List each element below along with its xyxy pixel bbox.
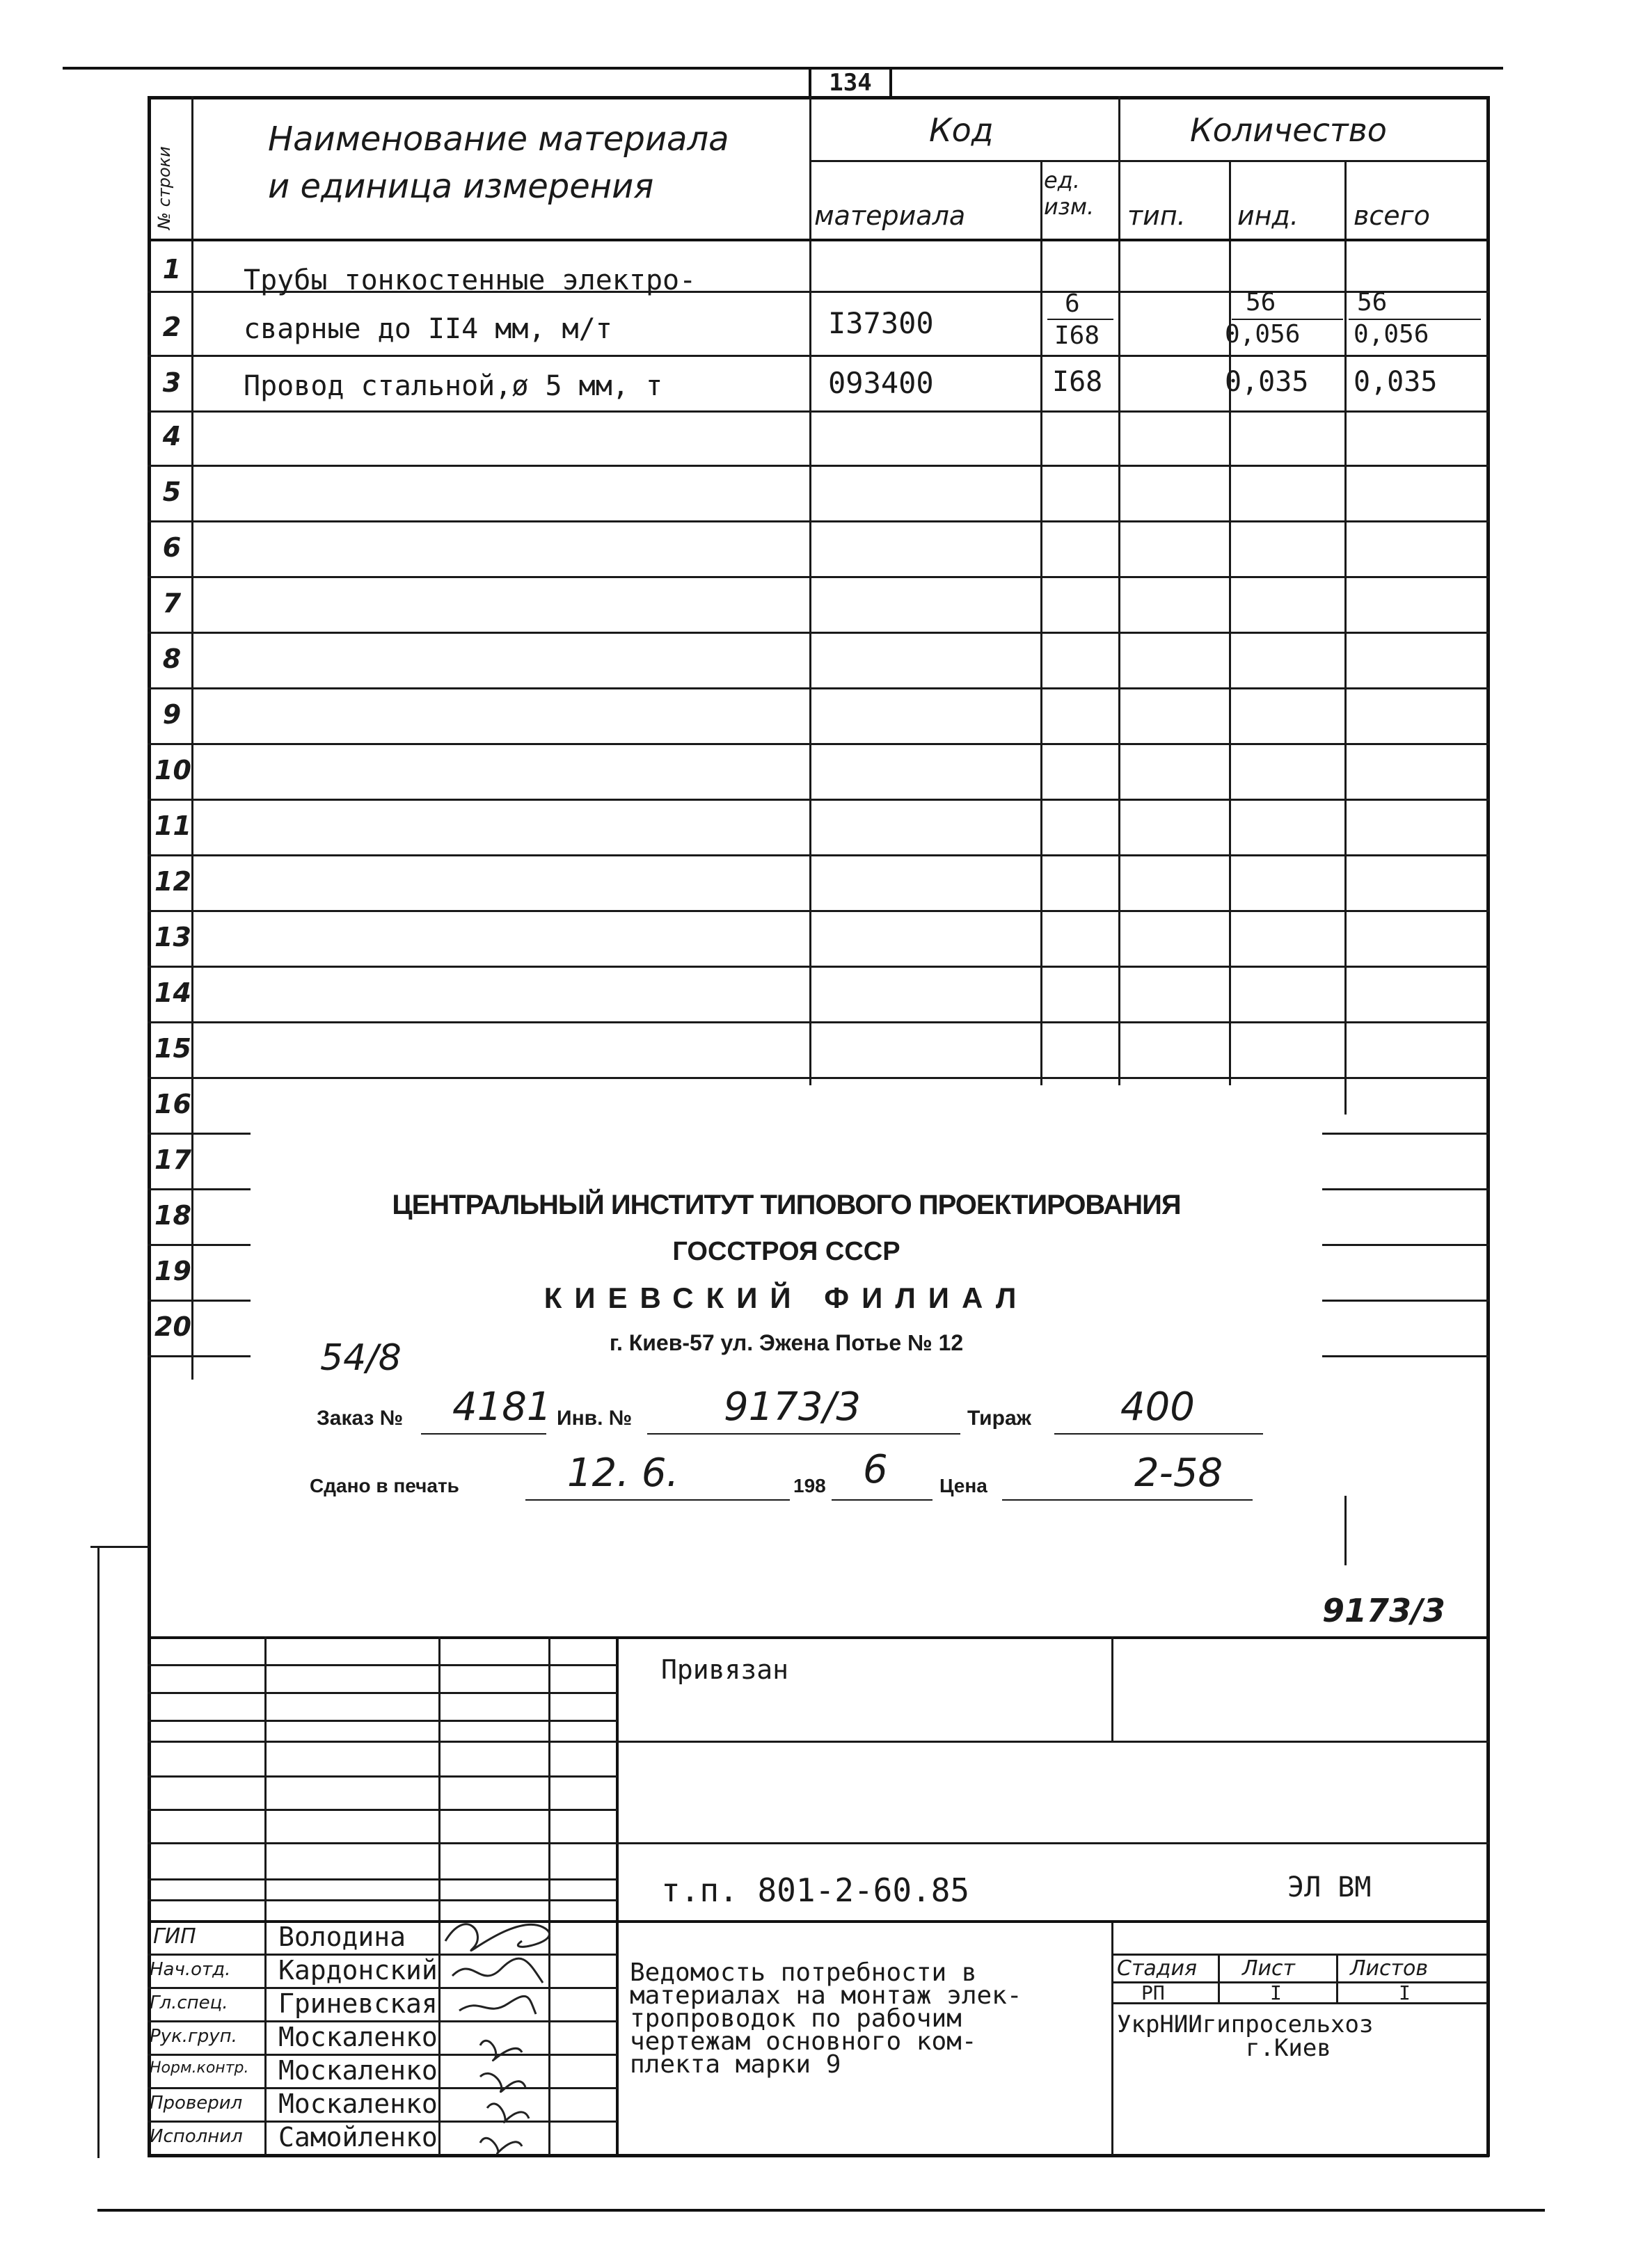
description-line: плекта марки 9 (630, 2050, 841, 2079)
sheets-label: Листов (1350, 1956, 1429, 1981)
order-value: 4181 (452, 1384, 552, 1430)
tb-left-row3 (148, 1720, 617, 1722)
inv-label: Инв. № (557, 1407, 633, 1430)
row-line-6 (148, 576, 1489, 578)
tb-stage-col2 (1336, 1954, 1338, 2002)
doc-code: т.п. 801-2-60.85 (661, 1871, 970, 1909)
header-mid-line (809, 160, 1488, 162)
tb-left-row6 (148, 1809, 617, 1811)
row-number: 16 (154, 1089, 191, 1119)
staff-role: ГИП (153, 1924, 196, 1949)
binding-margin-tick (90, 1546, 150, 1548)
row-number: 14 (154, 977, 191, 1008)
row-line-17 (148, 1188, 262, 1190)
tb-left-row8 (148, 1878, 617, 1880)
staff-role: Нач.отд. (150, 1959, 231, 1980)
row-line-17r (1315, 1188, 1489, 1190)
staff-role: Рук.груп. (150, 2026, 237, 2047)
org-line1: УкрНИИгипросельхоз (1117, 2011, 1374, 2038)
signature-1 (445, 1924, 550, 1951)
tb-col-a (264, 1636, 267, 2155)
row-line-16 (148, 1133, 262, 1135)
row-line-8 (148, 687, 1489, 689)
stamp-line3: КИЕВСКИЙ ФИЛИАЛ (543, 1281, 1029, 1314)
sheet-label: Лист (1242, 1956, 1296, 1981)
top-edge-line (63, 67, 1503, 70)
price-label: Цена (939, 1475, 987, 1496)
frame-left (148, 96, 151, 2157)
header-unit: ед. изм. (1044, 167, 1095, 220)
row3-code: 093400 (828, 366, 934, 400)
sheets-value: I (1399, 1981, 1411, 2004)
row2-total-bottom: 0,056 (1354, 320, 1429, 349)
header-total: всего (1354, 200, 1430, 231)
row-number: 13 (154, 922, 191, 952)
header-typ: тип. (1127, 200, 1186, 231)
tb-stage-col1 (1218, 1954, 1220, 2002)
price-value: 2-58 (1134, 1451, 1223, 1496)
col-ind-divider (1229, 161, 1231, 1115)
staff-name: Самойленко (278, 2122, 438, 2153)
inv-number-right: 9173/3 (1322, 1592, 1445, 1629)
row-line-7 (148, 632, 1489, 634)
staff-name: Москаленко (278, 2022, 438, 2052)
binding-margin-line (97, 1546, 100, 2158)
col-rowno-divider (191, 96, 193, 1380)
stamp-line4: г. Киев-57 ул. Эжена Потье № 12 (609, 1330, 964, 1355)
signature-4 (480, 2041, 522, 2060)
header-row-no: № строки (154, 146, 174, 230)
row3-name: Провод стальной,ø 5 мм, т (244, 370, 663, 402)
tb-left-row7 (148, 1842, 1489, 1844)
year-digit: 6 (863, 1447, 888, 1492)
description-line: материалах на монтаж элек- (630, 1981, 1022, 2010)
tb-stage-top (1111, 1954, 1487, 1956)
print-date: 12. 6. (567, 1451, 679, 1496)
row-number: 8 (162, 644, 182, 674)
tb-left-row1 (148, 1664, 617, 1666)
description-line: чертежам основного ком- (630, 2027, 977, 2056)
signature-2 (452, 1958, 543, 1983)
row3-total: 0,035 (1354, 366, 1438, 398)
row2-unit-fraction (1047, 319, 1113, 320)
row-number: 20 (154, 1311, 191, 1342)
staff-role: Норм.контр. (150, 2059, 249, 2077)
staff-role: Гл.спец. (150, 1993, 228, 2013)
tb-stage-bottom (1111, 2002, 1487, 2004)
row-line-12 (148, 910, 1489, 912)
run-label: Тираж (967, 1407, 1031, 1430)
row-number: 18 (154, 1200, 191, 1231)
row2-ind-top: 56 (1246, 288, 1276, 317)
tb-stage-mid (1111, 1981, 1487, 1983)
order-label: Заказ № (317, 1407, 404, 1430)
row-line-16r (1315, 1133, 1489, 1135)
tb-left-row2 (148, 1692, 617, 1694)
print-underline (525, 1499, 790, 1501)
row2-code: I37300 (828, 306, 934, 340)
row3-unit: I68 (1052, 366, 1103, 398)
row-number: 1 (162, 254, 182, 285)
row-line-18r (1315, 1244, 1489, 1246)
description-line: тропроводок по рабочим (630, 2004, 962, 2033)
row-number: 10 (154, 755, 191, 785)
signature-6 (487, 2104, 529, 2123)
row-line-19r (1315, 1300, 1489, 1302)
header-material: материала (814, 200, 966, 231)
sheet-number-box (809, 67, 892, 99)
staff-name: Володина (278, 1922, 406, 1952)
order-underline (421, 1433, 546, 1435)
row-line-18 (148, 1244, 262, 1246)
year-underline (832, 1499, 932, 1501)
row-line-3 (148, 410, 1489, 413)
bound-label: Привязан (661, 1654, 789, 1685)
sheet-number: 134 (829, 69, 872, 97)
year-prefix: 198 (793, 1475, 826, 1496)
signature-7 (480, 2138, 522, 2153)
price-underline (1002, 1499, 1253, 1501)
row-line-20 (148, 1355, 262, 1357)
row2-unit-top: 6 (1065, 289, 1080, 318)
doc-mark: ЭЛ ВМ (1287, 1871, 1372, 1903)
row-line-10 (148, 799, 1489, 801)
row2-unit-bottom: I68 (1054, 321, 1100, 350)
header-name-line1: Наименование материала (268, 120, 729, 159)
staff-name: Москаленко (278, 2089, 438, 2119)
signature-scribbles (438, 1892, 564, 2157)
header-code: Код (929, 111, 994, 149)
frame-right (1486, 96, 1490, 2157)
inv-value: 9173/3 (724, 1384, 862, 1430)
row-line-19 (148, 1300, 262, 1302)
tb-col-d (616, 1636, 619, 2155)
row-number: 15 (154, 1033, 191, 1064)
publisher-stamp (251, 1085, 1322, 1544)
row-number: 2 (162, 312, 182, 342)
tb-col-e (1111, 1636, 1113, 1741)
description-line: Ведомость потребности в (630, 1958, 977, 1987)
row-number: 12 (154, 866, 191, 897)
col-total-divider-lower (1344, 1496, 1347, 1565)
col-total-divider (1344, 161, 1347, 1115)
signature-3 (459, 1996, 536, 2014)
tb-left-row4 (148, 1741, 1489, 1743)
row2-total-top: 56 (1357, 288, 1388, 317)
inv-underline (647, 1433, 960, 1435)
row-line-11 (148, 854, 1489, 856)
staff-role: Проверил (150, 2093, 243, 2114)
row-number: 4 (162, 421, 182, 452)
row-line-2 (148, 355, 1489, 357)
staff-name: Кардонский (278, 1955, 438, 1986)
row2-name: сварные до II4 мм, м/т (244, 313, 612, 345)
header-quantity: Количество (1190, 111, 1387, 149)
stamp-note: 54/8 (320, 1337, 402, 1379)
row2-ind-bottom: 0,056 (1225, 320, 1301, 349)
sheet-value: I (1270, 1981, 1282, 2004)
row-number: 7 (162, 588, 182, 618)
row-number: 19 (154, 1256, 191, 1286)
row-number: 5 (162, 477, 182, 507)
row-line-4 (148, 465, 1489, 467)
row-number: 9 (162, 699, 182, 730)
print-label: Сдано в печать (310, 1475, 459, 1496)
col-unit-divider (1040, 161, 1042, 1115)
row-line-15 (148, 1077, 1489, 1079)
stage-value: РП (1141, 1981, 1165, 2004)
header-name-line2: и единица измерения (268, 167, 654, 206)
stage-label: Стадия (1117, 1956, 1198, 1981)
row3-ind: 0,035 (1225, 366, 1309, 398)
row-line-5 (148, 520, 1489, 522)
staff-name: Гриневская (278, 1988, 438, 2019)
run-value: 400 (1120, 1384, 1195, 1430)
staff-name: Москаленко (278, 2055, 438, 2086)
row-line-20r (1315, 1355, 1489, 1357)
frame-bottom (148, 2154, 1489, 2157)
row-number: 11 (154, 810, 191, 841)
row-line-13 (148, 966, 1489, 968)
staff-role: Исполнил (150, 2126, 243, 2147)
stamp-line1: ЦЕНТРАЛЬНЫЙ ИНСТИТУТ ТИПОВОГО ПРОЕКТИРОВАНИЯ (392, 1190, 1181, 1220)
tb-top (148, 1636, 1489, 1639)
row-line-14 (148, 1021, 1489, 1023)
row-number: 6 (162, 532, 182, 563)
header-bottom-line (148, 239, 1489, 241)
row1-name: Трубы тонкостенные электро- (244, 264, 697, 296)
stamp-line2: ГОССТРОЯ СССР (672, 1237, 900, 1266)
header-ind: инд. (1237, 200, 1299, 231)
tb-left-row5 (148, 1775, 617, 1778)
row-line-9 (148, 743, 1489, 745)
col-code-divider (809, 96, 811, 1108)
run-underline (1054, 1433, 1263, 1435)
col-qty-divider (1118, 96, 1120, 1108)
signature-5 (480, 2073, 525, 2091)
org-line2: г.Киев (1246, 2034, 1331, 2062)
row-number: 3 (162, 367, 182, 398)
row-number: 17 (154, 1144, 191, 1175)
bottom-edge-line (97, 2209, 1545, 2212)
